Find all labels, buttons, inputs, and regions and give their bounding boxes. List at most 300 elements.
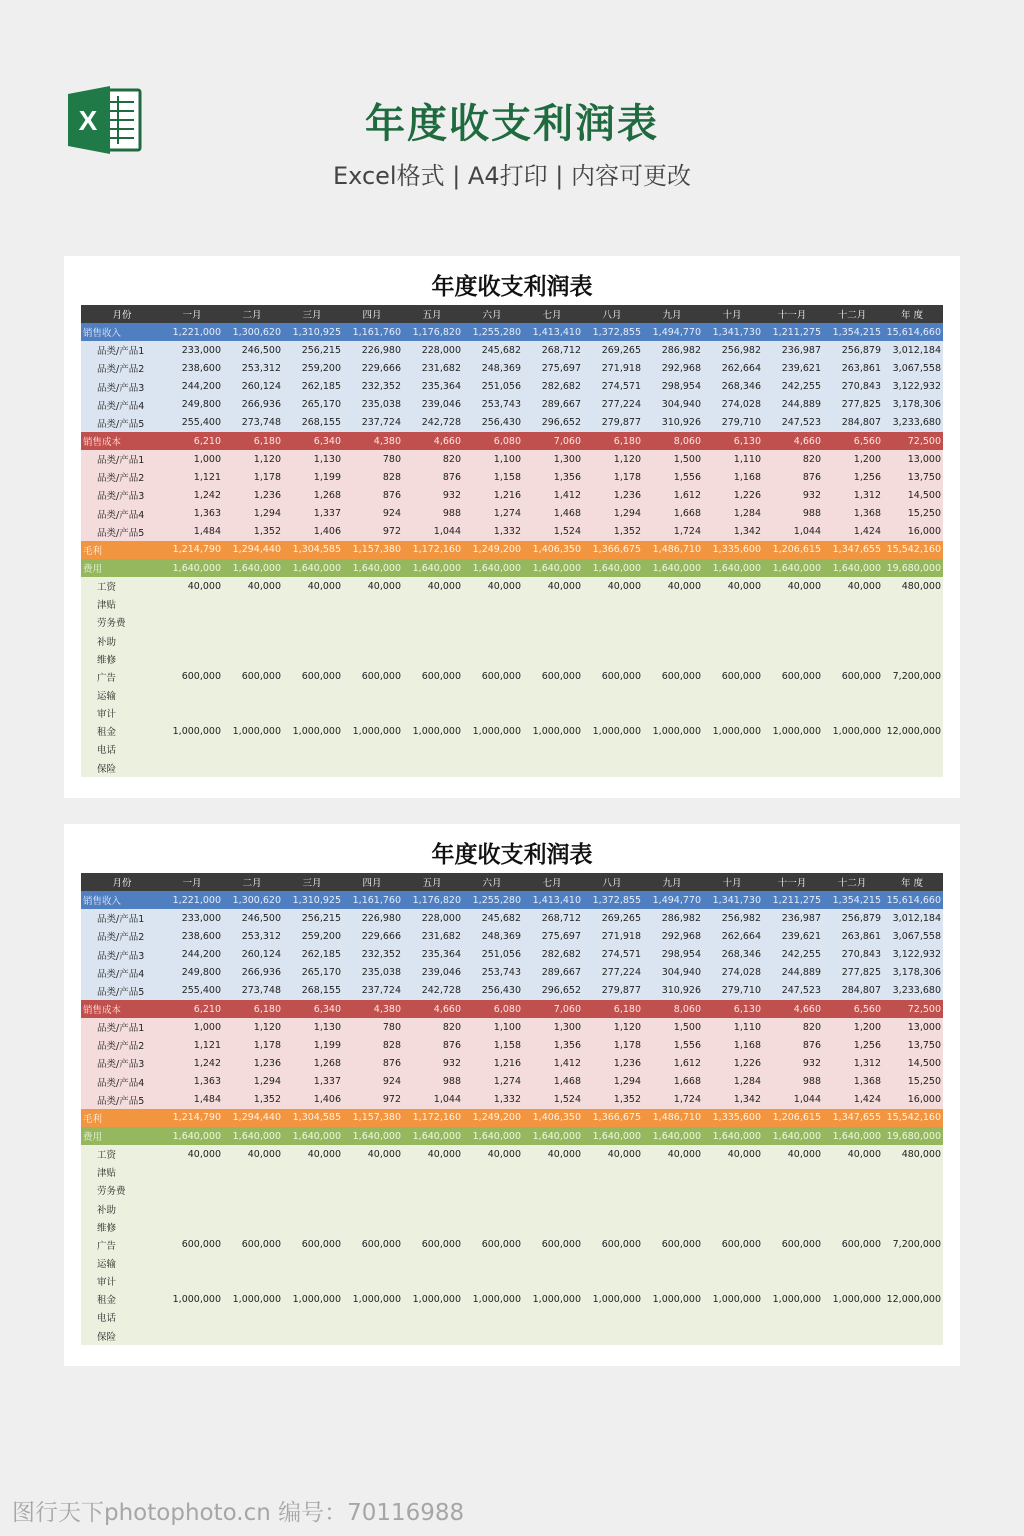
table-row bbox=[81, 891, 943, 909]
table-cell: 3,233,680 bbox=[883, 414, 943, 432]
sheet-title: 年度收支利润表 bbox=[431, 842, 593, 868]
table-cell bbox=[223, 704, 283, 722]
table-cell bbox=[583, 1327, 643, 1345]
table-cell: 13,750 bbox=[883, 468, 943, 486]
table-cell: 1,310,925 bbox=[283, 891, 343, 909]
table-cell: 6,180 bbox=[583, 1000, 643, 1018]
table-cell: 988 bbox=[403, 505, 463, 523]
table-cell: 256,430 bbox=[463, 982, 523, 1000]
table-cell bbox=[643, 1200, 703, 1218]
table-cell bbox=[163, 1308, 223, 1326]
column-header: 十月 bbox=[703, 305, 763, 323]
table-cell: 1,216 bbox=[463, 1054, 523, 1072]
column-header: 十一月 bbox=[763, 873, 823, 891]
row-label: 毛利 bbox=[81, 1109, 163, 1127]
table-cell bbox=[883, 1254, 943, 1272]
table-row bbox=[81, 668, 943, 686]
table-cell bbox=[163, 1327, 223, 1345]
table-cell: 1,612 bbox=[643, 1054, 703, 1072]
table-cell: 4,660 bbox=[403, 1000, 463, 1018]
table-cell: 1,406,350 bbox=[523, 541, 583, 559]
table-cell: 600,000 bbox=[823, 668, 883, 686]
table-cell bbox=[883, 686, 943, 704]
table-row bbox=[81, 505, 943, 523]
table-cell bbox=[703, 1218, 763, 1236]
table-cell bbox=[463, 1254, 523, 1272]
column-header: 十一月 bbox=[763, 305, 823, 323]
table-cell bbox=[343, 632, 403, 650]
table-cell bbox=[763, 1327, 823, 1345]
table-row bbox=[81, 982, 943, 1000]
table-cell: 1,284 bbox=[703, 505, 763, 523]
table-cell: 1,342 bbox=[703, 523, 763, 541]
table-cell: 600,000 bbox=[643, 668, 703, 686]
table-cell: 279,877 bbox=[583, 982, 643, 1000]
column-header: 二月 bbox=[223, 305, 283, 323]
table-cell: 1,352 bbox=[583, 1091, 643, 1109]
table-cell: 271,918 bbox=[583, 927, 643, 945]
table-cell: 876 bbox=[403, 468, 463, 486]
table-cell: 600,000 bbox=[523, 1236, 583, 1254]
table-cell bbox=[643, 1218, 703, 1236]
table-cell: 1,236 bbox=[223, 486, 283, 504]
row-label: 运输 bbox=[81, 686, 163, 704]
table-row bbox=[81, 946, 943, 964]
table-cell: 932 bbox=[763, 1054, 823, 1072]
table-cell: 296,652 bbox=[523, 982, 583, 1000]
table-cell: 4,380 bbox=[343, 432, 403, 450]
table-cell bbox=[403, 1254, 463, 1272]
table-cell: 1,304,585 bbox=[283, 1109, 343, 1127]
table-row bbox=[81, 927, 943, 945]
row-label: 费用 bbox=[81, 1127, 163, 1145]
table-cell: 600,000 bbox=[343, 1236, 403, 1254]
table-row bbox=[81, 1308, 943, 1326]
table-cell: 1,044 bbox=[403, 1091, 463, 1109]
table-row bbox=[81, 632, 943, 650]
table-cell bbox=[583, 1254, 643, 1272]
table-cell: 1,640,000 bbox=[763, 1127, 823, 1145]
column-header: 八月 bbox=[583, 873, 643, 891]
table-cell bbox=[823, 740, 883, 758]
table-cell bbox=[283, 1254, 343, 1272]
table-cell: 820 bbox=[403, 1018, 463, 1036]
table-cell bbox=[763, 686, 823, 704]
table-cell bbox=[523, 1308, 583, 1326]
table-header-row bbox=[81, 873, 943, 891]
table-cell bbox=[163, 595, 223, 613]
table-cell: 1,640,000 bbox=[583, 559, 643, 577]
table-cell: 6,080 bbox=[463, 432, 523, 450]
table-cell: 932 bbox=[403, 486, 463, 504]
table-cell: 1,347,655 bbox=[823, 541, 883, 559]
table-cell: 284,807 bbox=[823, 982, 883, 1000]
table-cell: 1,640,000 bbox=[163, 559, 223, 577]
table-cell: 6,130 bbox=[703, 432, 763, 450]
table-cell: 268,712 bbox=[523, 341, 583, 359]
table-cell bbox=[763, 1308, 823, 1326]
table-cell: 1,640,000 bbox=[643, 1127, 703, 1145]
table-cell: 40,000 bbox=[163, 1145, 223, 1163]
table-cell bbox=[463, 1218, 523, 1236]
table-cell bbox=[523, 759, 583, 777]
table-cell: 1,556 bbox=[643, 468, 703, 486]
row-label: 电话 bbox=[81, 1308, 163, 1326]
table-cell: 40,000 bbox=[223, 577, 283, 595]
table-cell: 1,413,410 bbox=[523, 323, 583, 341]
table-cell bbox=[343, 1254, 403, 1272]
table-row bbox=[81, 1236, 943, 1254]
row-label: 广告 bbox=[81, 668, 163, 686]
table-cell bbox=[763, 740, 823, 758]
table-cell: 1,406 bbox=[283, 523, 343, 541]
column-header: 四月 bbox=[343, 873, 403, 891]
table-cell: 600,000 bbox=[283, 668, 343, 686]
table-cell: 292,968 bbox=[643, 359, 703, 377]
table-cell: 1,342 bbox=[703, 1091, 763, 1109]
table-cell: 72,500 bbox=[883, 432, 943, 450]
table-cell: 1,640,000 bbox=[403, 559, 463, 577]
column-header: 十二月 bbox=[823, 873, 883, 891]
row-label: 租金 bbox=[81, 1290, 163, 1308]
table-cell: 600,000 bbox=[223, 668, 283, 686]
column-header: 四月 bbox=[343, 305, 403, 323]
table-cell: 228,000 bbox=[403, 909, 463, 927]
column-header: 八月 bbox=[583, 305, 643, 323]
table-cell: 245,682 bbox=[463, 909, 523, 927]
row-label: 审计 bbox=[81, 1272, 163, 1290]
table-row bbox=[81, 559, 943, 577]
table-cell: 40,000 bbox=[643, 577, 703, 595]
table-cell: 40,000 bbox=[283, 1145, 343, 1163]
table-cell bbox=[463, 740, 523, 758]
table-cell bbox=[643, 759, 703, 777]
table-cell bbox=[523, 595, 583, 613]
table-cell bbox=[643, 1308, 703, 1326]
table-cell: 1,284 bbox=[703, 1073, 763, 1091]
table-cell: 256,982 bbox=[703, 341, 763, 359]
table-cell: 480,000 bbox=[883, 577, 943, 595]
table-cell: 1,486,710 bbox=[643, 541, 703, 559]
table-cell: 16,000 bbox=[883, 1091, 943, 1109]
table-cell: 235,038 bbox=[343, 964, 403, 982]
table-cell: 1,121 bbox=[163, 1036, 223, 1054]
table-cell: 1,724 bbox=[643, 1091, 703, 1109]
table-cell: 239,046 bbox=[403, 396, 463, 414]
table-cell: 1,206,615 bbox=[763, 541, 823, 559]
table-cell bbox=[523, 650, 583, 668]
table-cell bbox=[883, 740, 943, 758]
table-cell: 296,652 bbox=[523, 414, 583, 432]
table-cell: 1,268 bbox=[283, 486, 343, 504]
table-cell bbox=[283, 1308, 343, 1326]
table-cell bbox=[703, 613, 763, 631]
table-cell bbox=[163, 613, 223, 631]
table-cell bbox=[643, 686, 703, 704]
table-cell bbox=[583, 1200, 643, 1218]
table-cell: 260,124 bbox=[223, 946, 283, 964]
table-cell: 3,233,680 bbox=[883, 982, 943, 1000]
excel-logo-letter: X bbox=[78, 105, 98, 136]
table-row bbox=[81, 577, 943, 595]
profit-table bbox=[81, 305, 943, 777]
table-cell: 40,000 bbox=[523, 1145, 583, 1163]
table-cell bbox=[643, 632, 703, 650]
table-cell: 600,000 bbox=[583, 1236, 643, 1254]
table-cell: 242,255 bbox=[763, 946, 823, 964]
table-cell: 251,056 bbox=[463, 946, 523, 964]
table-cell bbox=[523, 704, 583, 722]
table-cell bbox=[823, 1254, 883, 1272]
row-label: 品类/产品2 bbox=[81, 927, 163, 945]
table-cell bbox=[223, 1181, 283, 1199]
row-label: 保险 bbox=[81, 759, 163, 777]
table-cell: 1,000 bbox=[163, 450, 223, 468]
table-cell bbox=[343, 595, 403, 613]
table-cell: 1,294,440 bbox=[223, 541, 283, 559]
table-cell bbox=[763, 1163, 823, 1181]
table-cell: 239,046 bbox=[403, 964, 463, 982]
table-cell: 600,000 bbox=[763, 1236, 823, 1254]
table-cell: 269,265 bbox=[583, 909, 643, 927]
table-row bbox=[81, 1290, 943, 1308]
table-cell: 1,242 bbox=[163, 1054, 223, 1072]
table-cell: 1,500 bbox=[643, 450, 703, 468]
table-cell: 1,640,000 bbox=[283, 559, 343, 577]
table-cell: 932 bbox=[403, 1054, 463, 1072]
table-cell: 244,889 bbox=[763, 396, 823, 414]
table-cell: 1,366,675 bbox=[583, 541, 643, 559]
table-cell: 1,413,410 bbox=[523, 891, 583, 909]
table-row bbox=[81, 1073, 943, 1091]
table-cell: 1,372,855 bbox=[583, 891, 643, 909]
table-cell: 1,000,000 bbox=[403, 1290, 463, 1308]
table-cell bbox=[223, 650, 283, 668]
table-cell: 40,000 bbox=[403, 1145, 463, 1163]
table-cell: 1,249,200 bbox=[463, 1109, 523, 1127]
row-label: 品类/产品3 bbox=[81, 486, 163, 504]
table-cell bbox=[883, 1181, 943, 1199]
table-cell: 1,640,000 bbox=[823, 559, 883, 577]
table-cell: 268,346 bbox=[703, 378, 763, 396]
table-cell: 6,210 bbox=[163, 432, 223, 450]
table-cell bbox=[823, 1327, 883, 1345]
column-header: 九月 bbox=[643, 873, 703, 891]
table-cell: 972 bbox=[343, 523, 403, 541]
table-cell: 40,000 bbox=[763, 577, 823, 595]
table-cell bbox=[763, 595, 823, 613]
column-header: 六月 bbox=[463, 305, 523, 323]
row-label: 维修 bbox=[81, 650, 163, 668]
table-cell: 1,000,000 bbox=[643, 1290, 703, 1308]
table-cell: 1,312 bbox=[823, 486, 883, 504]
table-cell bbox=[403, 613, 463, 631]
table-cell bbox=[463, 1327, 523, 1345]
table-cell bbox=[343, 686, 403, 704]
table-cell: 253,312 bbox=[223, 927, 283, 945]
table-cell: 239,621 bbox=[763, 359, 823, 377]
table-cell bbox=[463, 1200, 523, 1218]
table-cell: 15,542,160 bbox=[883, 1109, 943, 1127]
table-cell: 229,666 bbox=[343, 927, 403, 945]
table-cell bbox=[883, 1272, 943, 1290]
table-cell bbox=[703, 704, 763, 722]
table-cell bbox=[883, 650, 943, 668]
table-cell bbox=[163, 1254, 223, 1272]
table-cell bbox=[643, 1327, 703, 1345]
table-cell: 1,406 bbox=[283, 1091, 343, 1109]
table-cell: 6,180 bbox=[223, 1000, 283, 1018]
table-cell bbox=[403, 632, 463, 650]
row-label: 运输 bbox=[81, 1254, 163, 1272]
table-cell: 600,000 bbox=[283, 1236, 343, 1254]
table-cell: 255,400 bbox=[163, 982, 223, 1000]
table-cell: 7,200,000 bbox=[883, 668, 943, 686]
table-row bbox=[81, 1127, 943, 1145]
table-cell: 271,918 bbox=[583, 359, 643, 377]
table-cell: 40,000 bbox=[283, 577, 343, 595]
table-cell: 600,000 bbox=[163, 668, 223, 686]
table-cell: 1,000,000 bbox=[643, 722, 703, 740]
table-cell bbox=[223, 595, 283, 613]
table-cell: 279,710 bbox=[703, 414, 763, 432]
table-cell bbox=[283, 686, 343, 704]
table-cell bbox=[703, 759, 763, 777]
table-cell: 1,120 bbox=[583, 1018, 643, 1036]
table-cell bbox=[163, 1163, 223, 1181]
table-cell: 1,044 bbox=[763, 1091, 823, 1109]
table-cell bbox=[283, 759, 343, 777]
table-cell: 1,120 bbox=[223, 1018, 283, 1036]
table-cell: 1,226 bbox=[703, 486, 763, 504]
table-cell: 1,044 bbox=[763, 523, 823, 541]
table-cell: 1,300 bbox=[523, 450, 583, 468]
table-cell bbox=[583, 740, 643, 758]
table-cell: 1,724 bbox=[643, 523, 703, 541]
table-cell: 247,523 bbox=[763, 982, 823, 1000]
table-cell: 1,000,000 bbox=[703, 722, 763, 740]
table-cell bbox=[163, 1181, 223, 1199]
table-cell bbox=[283, 595, 343, 613]
table-cell: 1,000,000 bbox=[403, 722, 463, 740]
table-cell: 282,682 bbox=[523, 946, 583, 964]
table-cell: 244,889 bbox=[763, 964, 823, 982]
table-cell: 4,380 bbox=[343, 1000, 403, 1018]
table-cell bbox=[823, 650, 883, 668]
table-cell: 1,214,790 bbox=[163, 1109, 223, 1127]
table-cell: 1,100 bbox=[463, 450, 523, 468]
row-label: 品类/产品2 bbox=[81, 359, 163, 377]
table-cell: 3,012,184 bbox=[883, 909, 943, 927]
table-cell: 1,486,710 bbox=[643, 1109, 703, 1127]
table-cell bbox=[643, 650, 703, 668]
row-label: 销售收入 bbox=[81, 891, 163, 909]
column-header: 五月 bbox=[403, 873, 463, 891]
table-cell: 1,256 bbox=[823, 1036, 883, 1054]
table-cell: 256,430 bbox=[463, 414, 523, 432]
table-cell: 40,000 bbox=[523, 577, 583, 595]
table-cell bbox=[463, 704, 523, 722]
table-cell: 289,667 bbox=[523, 396, 583, 414]
table-cell: 1,406,350 bbox=[523, 1109, 583, 1127]
table-cell bbox=[883, 1327, 943, 1345]
table-cell: 600,000 bbox=[403, 668, 463, 686]
table-cell: 298,954 bbox=[643, 946, 703, 964]
table-cell: 932 bbox=[763, 486, 823, 504]
table-cell bbox=[883, 632, 943, 650]
table-cell: 40,000 bbox=[583, 1145, 643, 1163]
table-cell: 988 bbox=[763, 505, 823, 523]
table-cell bbox=[403, 759, 463, 777]
page-title: 年度收支利润表 bbox=[365, 101, 659, 147]
table-cell bbox=[523, 613, 583, 631]
table-cell: 828 bbox=[343, 468, 403, 486]
table-cell bbox=[883, 759, 943, 777]
table-cell: 244,200 bbox=[163, 946, 223, 964]
table-cell bbox=[763, 1200, 823, 1218]
row-label: 品类/产品5 bbox=[81, 1091, 163, 1109]
table-cell: 1,255,280 bbox=[463, 323, 523, 341]
table-row bbox=[81, 450, 943, 468]
table-cell: 876 bbox=[763, 1036, 823, 1054]
table-cell: 820 bbox=[763, 450, 823, 468]
table-cell: 277,224 bbox=[583, 964, 643, 982]
table-cell: 235,038 bbox=[343, 396, 403, 414]
table-cell: 238,600 bbox=[163, 359, 223, 377]
table-cell: 262,185 bbox=[283, 946, 343, 964]
table-cell bbox=[463, 632, 523, 650]
table-cell: 3,178,306 bbox=[883, 964, 943, 982]
column-header: 七月 bbox=[523, 305, 583, 323]
table-cell: 876 bbox=[343, 1054, 403, 1072]
table-cell: 1,268 bbox=[283, 1054, 343, 1072]
table-cell: 236,987 bbox=[763, 909, 823, 927]
table-cell bbox=[223, 1163, 283, 1181]
table-cell: 8,060 bbox=[643, 1000, 703, 1018]
table-cell: 13,000 bbox=[883, 1018, 943, 1036]
table-cell bbox=[823, 613, 883, 631]
table-cell: 1,368 bbox=[823, 505, 883, 523]
table-cell: 1,312 bbox=[823, 1054, 883, 1072]
row-label: 销售收入 bbox=[81, 323, 163, 341]
table-cell: 1,363 bbox=[163, 1073, 223, 1091]
table-row bbox=[81, 759, 943, 777]
table-cell bbox=[763, 650, 823, 668]
table-cell: 1,168 bbox=[703, 1036, 763, 1054]
table-cell: 1,356 bbox=[523, 1036, 583, 1054]
table-cell: 1,412 bbox=[523, 1054, 583, 1072]
table-cell: 600,000 bbox=[763, 668, 823, 686]
table-cell: 1,304,585 bbox=[283, 541, 343, 559]
table-cell: 600,000 bbox=[463, 1236, 523, 1254]
table-cell: 1,157,380 bbox=[343, 1109, 403, 1127]
table-cell bbox=[523, 1272, 583, 1290]
table-cell: 289,667 bbox=[523, 964, 583, 982]
table-cell: 1,100 bbox=[463, 1018, 523, 1036]
table-cell: 15,614,660 bbox=[883, 323, 943, 341]
table-cell: 263,861 bbox=[823, 927, 883, 945]
table-cell: 876 bbox=[403, 1036, 463, 1054]
table-cell: 12,000,000 bbox=[883, 722, 943, 740]
table-cell: 226,980 bbox=[343, 909, 403, 927]
table-cell: 15,250 bbox=[883, 1073, 943, 1091]
table-cell: 304,940 bbox=[643, 964, 703, 982]
table-cell: 1,640,000 bbox=[523, 1127, 583, 1145]
table-cell: 40,000 bbox=[463, 1145, 523, 1163]
row-label: 品类/产品4 bbox=[81, 505, 163, 523]
table-cell: 3,122,932 bbox=[883, 946, 943, 964]
table-cell bbox=[703, 650, 763, 668]
